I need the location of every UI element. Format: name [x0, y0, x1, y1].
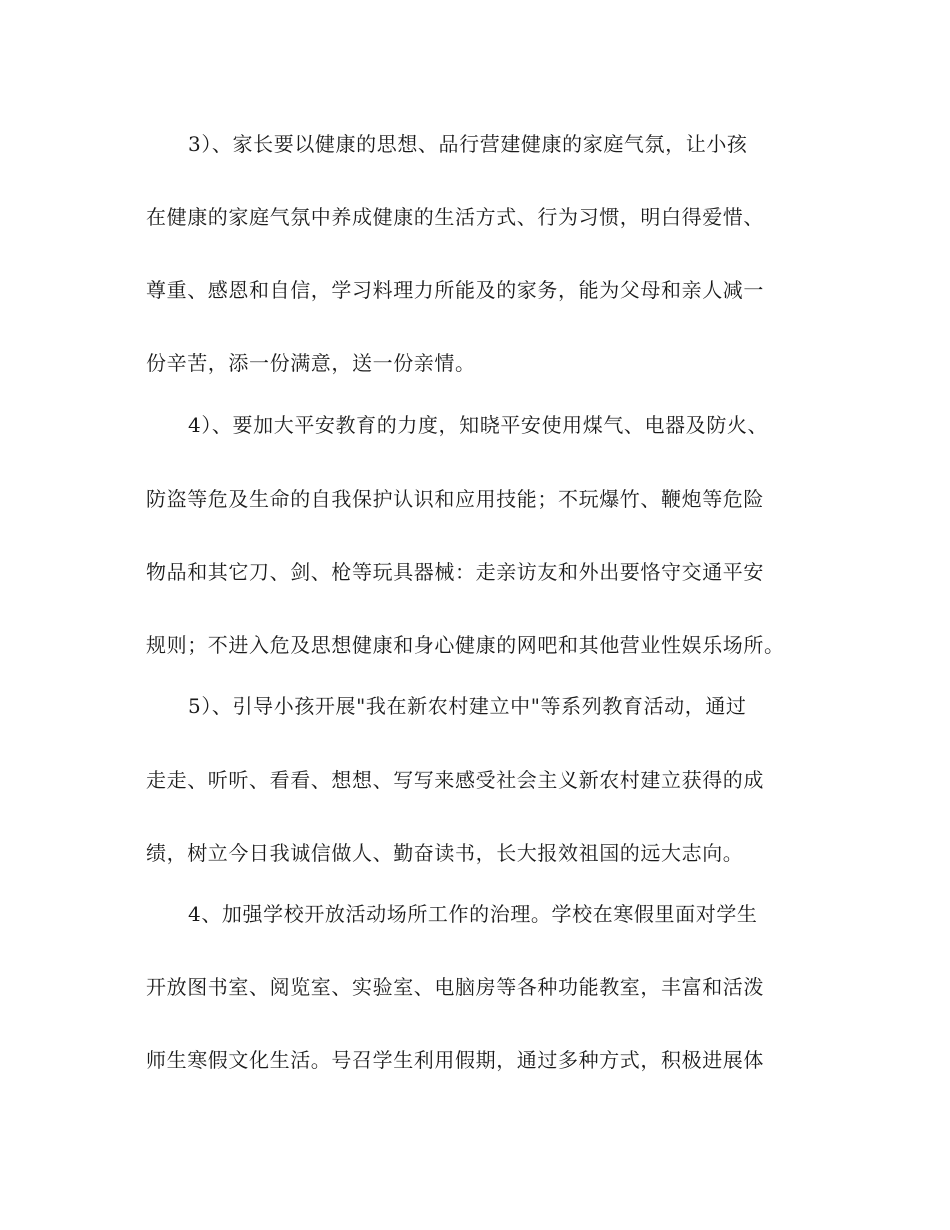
- paragraph-5-line-1: 5）、引导小孩开展"我在新农村建立中"等系列教育活动，通过: [188, 694, 747, 718]
- paragraph-5-line-2: 走走、听听、看看、想想、写写来感受社会主义新农村建立获得的成: [146, 768, 764, 792]
- paragraph-4-line-3: 物品和其它刀、剑、枪等玩具器械：走亲访友和外出要恪守交通平安: [146, 560, 764, 584]
- paragraph-3-line-4: 份辛苦，添一份满意，送一份亲情。: [146, 351, 476, 375]
- paragraph-3-line-3: 尊重、感恩和自信，学习料理力所能及的家务，能为父母和亲人减一: [146, 278, 764, 302]
- paragraph-3-line-1: 3）、家长要以健康的思想、品行营建健康的家庭气氛，让小孩: [188, 132, 748, 156]
- paragraph-5-line-3: 绩，树立今日我诚信做人、勤奋读书，长大报效祖国的远大志向。: [146, 841, 744, 865]
- paragraph-4-line-4: 规则；不进入危及思想健康和身心健康的网吧和其他营业性娱乐场所。: [146, 633, 785, 657]
- paragraph-4-line-1: 4）、要加大平安教育的力度，知晓平安使用煤气、电器及防火、: [188, 413, 769, 437]
- section-4-line-1: 4、加强学校开放活动场所工作的治理。学校在寒假里面对学生: [188, 902, 758, 926]
- paragraph-3-line-2: 在健康的家庭气氛中养成健康的生活方式、行为习惯，明白得爱惜、: [146, 205, 764, 229]
- section-4-line-2: 开放图书室、阅览室、实验室、电脑房等各种功能教室，丰富和活泼: [146, 975, 764, 999]
- paragraph-4-line-2: 防盗等危及生命的自我保护认识和应用技能；不玩爆竹、鞭炮等危险: [146, 487, 764, 511]
- section-4-line-3: 师生寒假文化生活。号召学生利用假期，通过多种方式，积极进展体: [146, 1048, 764, 1072]
